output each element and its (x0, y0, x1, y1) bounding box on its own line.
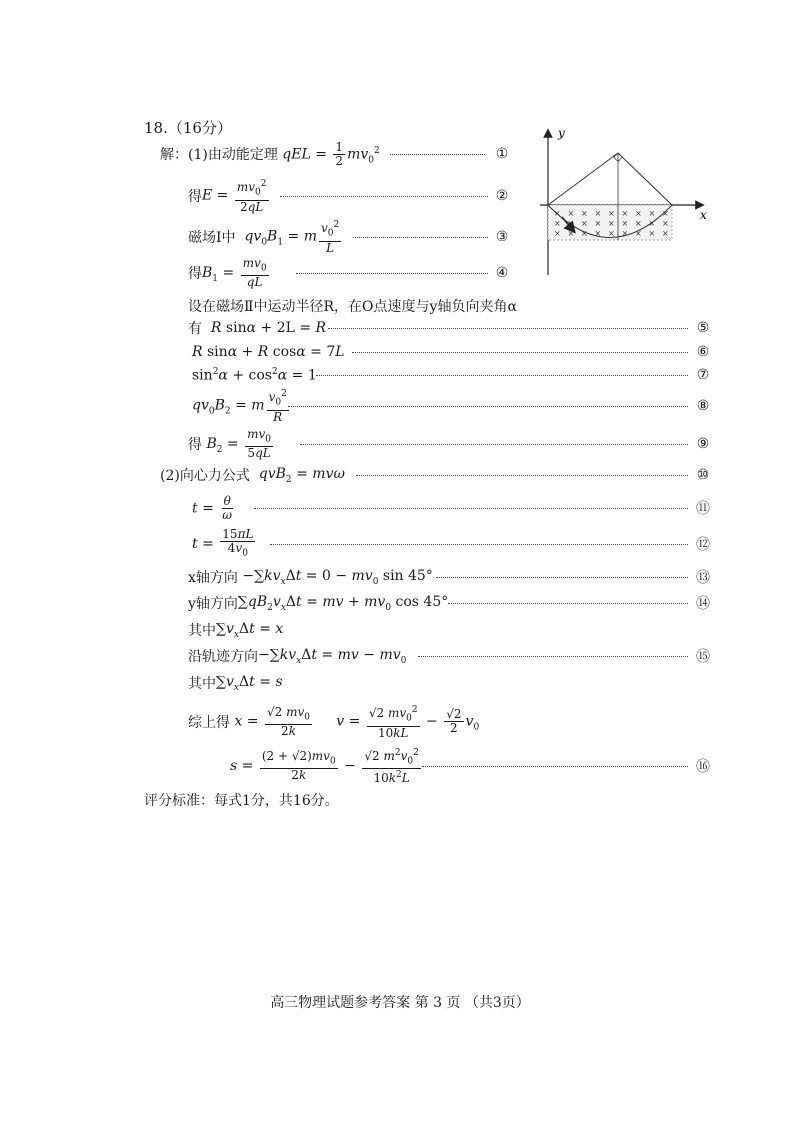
field-cross: × (567, 229, 575, 238)
marker-3: ③ (495, 229, 509, 245)
field-cross: × (621, 219, 629, 228)
page-footer: 高三物理试题参考答案 第 3 页 （共3页） (270, 995, 530, 1011)
field-cross: × (554, 229, 561, 238)
x-axis-label: x (700, 208, 707, 222)
equation-line-3: 磁场Ⅰ中 $qv_0B_1 = m$ $\frac{v_0^2}{L}$ ③ (188, 222, 510, 252)
marker-16: ⑯ (696, 759, 710, 775)
field-cross: × (608, 209, 615, 218)
label-trajectory: 沿轨迹方向 (188, 649, 258, 665)
marker-13: ⑬ (696, 570, 710, 586)
equation-line-16: s = $\frac{(2 + √2)mv_0}{2k}$ − $\frac{√2 m^2v_0^2}{10k^2L}$ ⑯ (230, 746, 712, 786)
field-cross: × (581, 209, 588, 218)
marker-11: ⑪ (696, 501, 710, 517)
physics-diagram (540, 125, 720, 280)
where-line-1: 其中 $\sum v_x\Delta t = x$ (188, 620, 284, 640)
field-cross: × (608, 229, 615, 238)
where-line-2: 其中 $\sum v_x\Delta t = s$ (188, 673, 283, 693)
y-axis-label: y (558, 126, 565, 140)
field-cross: × (621, 209, 629, 218)
marker-5: ⑤ (696, 320, 710, 336)
equation-line-6: R sinα + R cosα = 7L ⑥ (192, 341, 712, 363)
label-x-axis: x轴方向 (188, 570, 238, 586)
equation-line-7: $\sin^2\alpha + \cos^2\alpha = 1$ ⑦ (192, 364, 712, 386)
label-field-1: 磁场Ⅰ中 (188, 230, 236, 246)
scoring-standard: 评分标准：每式1分，共16分。 (144, 793, 339, 809)
field-cross: × (635, 229, 642, 238)
label-you: 有 (188, 321, 202, 337)
field-cross: × (648, 209, 656, 218)
marker-7: ⑦ (696, 367, 710, 383)
field-cross: × (608, 219, 615, 228)
field-cross: × (662, 209, 669, 218)
marker-12: ⑫ (696, 537, 710, 553)
field-cross: × (567, 219, 575, 228)
part1-intro: 解：(1)由动能定理 (160, 147, 278, 163)
summary-line: 综上得 x = $\frac{√2 mv_0}{2k}$ v = $\frac{√2 mv_0^2}{10kL}$ − $\frac{√2}{2}$ $v_0$ (188, 704, 480, 740)
field-cross: × (621, 229, 629, 238)
field-cross: × (662, 219, 669, 228)
marker-2: ② (495, 188, 509, 204)
field-cross: × (581, 229, 588, 238)
marker-6: ⑥ (696, 344, 710, 360)
setup-text: 设在磁场Ⅱ中运动半径R，在O点速度与y轴负向夹角α (188, 299, 517, 315)
label-where-1: 其中 (188, 623, 216, 639)
trajectory-path (548, 153, 672, 205)
field-cross: × (635, 209, 642, 218)
equation-line-9: 得 $B_2$ = $\frac{mv_0}{5qL}$ ⑨ (188, 427, 712, 461)
equation-line-1 (160, 139, 510, 168)
equation-line-14: y轴方向 $\sum qB_2v_x\Delta t$ = mv + $mv_0$ cos 45° ⑭ (188, 592, 712, 614)
marker-9: ⑨ (696, 436, 710, 452)
field-cross: × (594, 229, 602, 238)
label-summary: 综上得 (188, 715, 230, 731)
field-cross: × (567, 209, 575, 218)
equation-line-12: t = $\frac{15\pi L}{4v_0}$ ⑫ (192, 527, 712, 561)
field-cross: × (648, 219, 656, 228)
equation-line-8: $qv_0B_2 = m$ $\frac{v_0^2}{R}$ ⑧ (192, 389, 712, 423)
label-where-2: 其中 (188, 676, 216, 692)
label-y-axis: y轴方向 (188, 596, 238, 612)
marker-8: ⑧ (696, 398, 710, 414)
question-number: 18.（16分） (144, 119, 232, 137)
field-cross: × (662, 229, 669, 238)
equation-1: qEL = $\frac{1}{2}$ $mv_0^2$ (282, 139, 380, 168)
equation-line-5: 有 R sinα + 2L = R ⑤ (188, 317, 712, 339)
field-cross: × (554, 209, 561, 218)
label-de-2: 得 (188, 266, 202, 282)
label-de-3: 得 (188, 437, 202, 453)
marker-1: ① (495, 146, 509, 162)
field-cross: × (648, 229, 656, 238)
part2-intro: (2)向心力公式 (160, 468, 250, 484)
marker-4: ④ (495, 265, 509, 281)
field-cross: × (594, 209, 602, 218)
field-cross: × (635, 219, 642, 228)
equation-line-13: x轴方向 $-\sum kv_x\Delta t = 0 - mv_0$ sin 45° ⑬ (188, 566, 712, 588)
marker-15: ⑮ (696, 649, 710, 665)
field-cross: × (581, 219, 588, 228)
marker-10: ⑩ (696, 467, 710, 483)
equation-line-11: t = $\frac{\theta}{\omega}$ ⑪ (192, 491, 712, 525)
field-cross: × (594, 219, 602, 228)
equation-line-10: (2)向心力公式 qvB$_2$ = mvω ⑩ (160, 464, 712, 486)
label-de: 得 (188, 189, 202, 205)
marker-14: ⑭ (696, 596, 710, 612)
field-cross: × (554, 219, 561, 228)
equation-line-4: 得 $B_1$ = $\frac{mv_0}{qL}$ ④ (188, 258, 510, 288)
equation-line-2: 得 E = $\frac{mv_0^2}{2qL}$ ② (188, 181, 510, 211)
equation-line-15: 沿轨迹方向 $-\sum kv_x\Delta t$ = mv − $mv_0$ ⑮ (188, 645, 712, 667)
